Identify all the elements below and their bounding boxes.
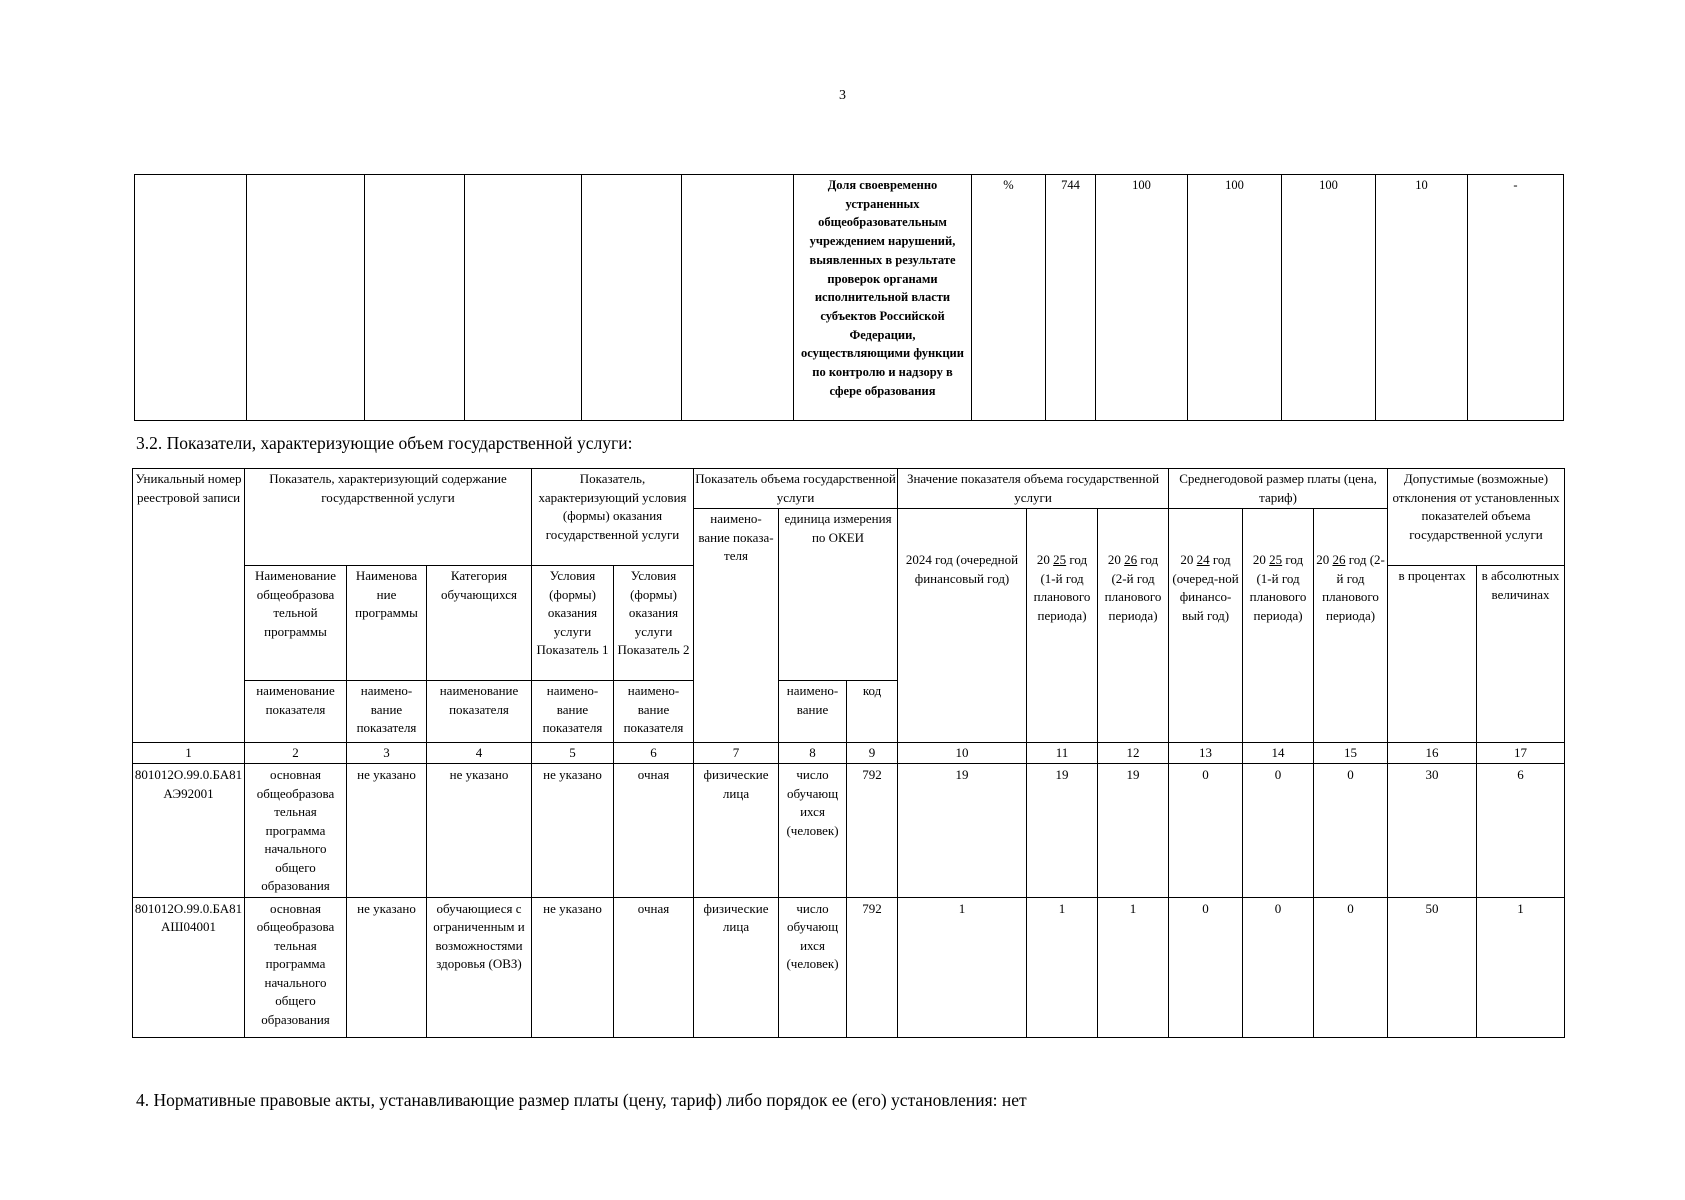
- volume-indicators-table: [132, 468, 1565, 1038]
- deviation-absolute: 1: [1477, 897, 1565, 1037]
- header-in-absolute: в абсолютных величинах: [1477, 566, 1565, 743]
- year-prefix: 20: [1252, 552, 1266, 567]
- header-year-2024: 2024 год (очередной финансовый год): [898, 509, 1027, 743]
- column-number: 12: [1098, 743, 1169, 764]
- plan-period-2: (2-й год планового периода): [1322, 552, 1385, 623]
- volume-indicator: физические лица: [694, 764, 779, 898]
- column-number: 14: [1243, 743, 1314, 764]
- plan-period-1: (1-й год планового периода): [1249, 570, 1307, 623]
- header-fee-2024: [1169, 509, 1243, 743]
- table-row: [133, 897, 1565, 1037]
- sub-header-name-3: наименование показателя: [427, 681, 532, 743]
- unit-code: 792: [847, 764, 898, 898]
- header-avg-fee: Среднегодовой размер платы (цена, тариф): [1169, 469, 1388, 509]
- column-number: 5: [532, 743, 614, 764]
- value-2024: 1: [898, 897, 1027, 1037]
- year-digits: 26: [1332, 552, 1346, 567]
- table-row: [133, 764, 1565, 898]
- header-unit-name: наимено-вание: [779, 681, 847, 743]
- sub-header-name-4: наимено-вание показателя: [532, 681, 614, 743]
- header-unique-number: Уникальный номер реестровой записи: [133, 469, 245, 743]
- plan-period-1: (1-й год планового периода): [1033, 570, 1091, 623]
- value-2024: 100: [1096, 175, 1188, 421]
- sub-header-name-5: наимено-вание показателя: [614, 681, 694, 743]
- value-2024: 19: [898, 764, 1027, 898]
- empty-cell: [135, 175, 247, 421]
- fee-2024: 0: [1169, 764, 1243, 898]
- header-indicator-name: наимено-вание показа-теля: [694, 509, 779, 743]
- year-suffix: год: [1348, 552, 1367, 567]
- reg-number: 801012О.99.0.БА81АШ04001: [133, 897, 245, 1037]
- condition-1: не указано: [532, 897, 614, 1037]
- value-2025: 100: [1188, 175, 1282, 421]
- student-category: обучающиеся с ограниченным и возможностями здоровья (ОВЗ): [427, 897, 532, 1037]
- year-digits: 26: [1124, 552, 1138, 567]
- year-suffix: год: [1140, 552, 1159, 567]
- header-program: Наименова ние программы: [347, 566, 427, 681]
- sub-header-name-1: наименование показателя: [245, 681, 347, 743]
- value-2025: 1: [1027, 897, 1098, 1037]
- okei-code: 744: [1046, 175, 1096, 421]
- header-fee-2025: [1243, 509, 1314, 743]
- year-digits: 24: [1196, 552, 1210, 567]
- header-volume-indicator: Показатель объема государственной услуги: [694, 469, 898, 509]
- student-category: не указано: [427, 764, 532, 898]
- column-number: 7: [694, 743, 779, 764]
- year-prefix: 20: [1316, 552, 1330, 567]
- column-number: 3: [347, 743, 427, 764]
- deviation-absolute: -: [1468, 175, 1564, 421]
- fee-2026: 0: [1314, 764, 1388, 898]
- column-number: 17: [1477, 743, 1565, 764]
- top-table-row: [135, 175, 1564, 421]
- fee-2026: 0: [1314, 897, 1388, 1037]
- fee-2024: 0: [1169, 897, 1243, 1037]
- column-number: 11: [1027, 743, 1098, 764]
- year-digits: 25: [1269, 552, 1283, 567]
- header-unit-okei: единица измерения по ОКЕИ: [779, 509, 898, 681]
- unit-code: 792: [847, 897, 898, 1037]
- column-number: 10: [898, 743, 1027, 764]
- year-suffix: год: [1285, 552, 1304, 567]
- header-conditions-indicator: Показатель, характеризующий условия (формы) оказания государственной услуги: [532, 469, 694, 566]
- fee-2025: 0: [1243, 897, 1314, 1037]
- empty-cell: [582, 175, 682, 421]
- column-number: 2: [245, 743, 347, 764]
- year-suffix: год: [1212, 552, 1231, 567]
- unit-name: число обучающ ихся (человек): [779, 897, 847, 1037]
- plan-period-2: (2-й год планового периода): [1104, 570, 1162, 623]
- value-2026: 19: [1098, 764, 1169, 898]
- year-prefix: 20: [1036, 552, 1050, 567]
- sub-header-name-2: наимено-вание показателя: [347, 681, 427, 743]
- page-number: 3: [839, 88, 846, 103]
- condition-2: очная: [614, 764, 694, 898]
- column-number: 4: [427, 743, 532, 764]
- indicator-unit: %: [972, 175, 1046, 421]
- column-number: 9: [847, 743, 898, 764]
- volume-indicator: физические лица: [694, 897, 779, 1037]
- header-condition-1: Условия (формы) оказания услуги Показатель 1: [532, 566, 614, 681]
- header-in-percent: в процентах: [1388, 566, 1477, 743]
- header-student-category: Категория обучающихся: [427, 566, 532, 681]
- deviation-percent: 50: [1388, 897, 1477, 1037]
- empty-cell: [247, 175, 365, 421]
- column-number: 16: [1388, 743, 1477, 764]
- program: не указано: [347, 764, 427, 898]
- value-2026: 1: [1098, 897, 1169, 1037]
- header-volume-value: Значение показателя объема государственной услуги: [898, 469, 1169, 509]
- header-row-1: [133, 469, 1565, 509]
- year-prefix: 20: [1180, 552, 1194, 567]
- unit-name: число обучающ ихся (человек): [779, 764, 847, 898]
- footer-note: 4. Нормативные правовые акты, устанавливающие размер платы (цену, тариф) либо порядок ее (его) установления: нет: [136, 1090, 1027, 1110]
- empty-cell: [682, 175, 794, 421]
- header-content-indicator: Показатель, характеризующий содержание государственной услуги: [245, 469, 532, 566]
- value-2026: 100: [1282, 175, 1376, 421]
- fin-year-short: (очеред-ной финансо-вый год): [1172, 570, 1239, 623]
- section-title: 3.2. Показатели, характеризующие объем государственной услуги:: [136, 433, 633, 453]
- column-number-row: [133, 743, 1565, 764]
- fee-2025: 0: [1243, 764, 1314, 898]
- program-name: основная общеобразова тельная программа начального общего образования: [245, 897, 347, 1037]
- header-allowed-deviation: Допустимые (возможные) отклонения от установленных показателей объема государственной услуги: [1388, 469, 1565, 566]
- deviation-absolute: 6: [1477, 764, 1565, 898]
- deviation-percent: 30: [1388, 764, 1477, 898]
- year-prefix: 20: [1107, 552, 1121, 567]
- program-name: основная общеобразова тельная программа начального общего образования: [245, 764, 347, 898]
- column-number: 8: [779, 743, 847, 764]
- year-suffix: год: [1069, 552, 1088, 567]
- header-unit-code: код: [847, 681, 898, 743]
- deviation-percent: 10: [1376, 175, 1468, 421]
- condition-1: не указано: [532, 764, 614, 898]
- header-program-name: Наименование общеобразова тельной программы: [245, 566, 347, 681]
- empty-cell: [365, 175, 465, 421]
- header-condition-2: Условия (формы) оказания услуги Показатель 2: [614, 566, 694, 681]
- column-number: 13: [1169, 743, 1243, 764]
- header-fee-2026: [1314, 509, 1388, 743]
- column-number: 6: [614, 743, 694, 764]
- header-year-2026: [1098, 509, 1169, 743]
- value-2025: 19: [1027, 764, 1098, 898]
- indicator-description: Доля своевременно устраненных общеобразовательным учреждением нарушений, выявленных в результате проверок органами исполнительной власти субъектов Российской Федерации, осуществляющими функции по контролю и надзору в сфере образования: [794, 175, 972, 421]
- header-year-2025: [1027, 509, 1098, 743]
- quality-indicators-continuation-table: [134, 174, 1564, 421]
- program: не указано: [347, 897, 427, 1037]
- year-digits: 25: [1053, 552, 1067, 567]
- reg-number: 801012О.99.0.БА81АЭ92001: [133, 764, 245, 898]
- empty-cell: [465, 175, 582, 421]
- column-number: 15: [1314, 743, 1388, 764]
- condition-2: очная: [614, 897, 694, 1037]
- column-number: 1: [133, 743, 245, 764]
